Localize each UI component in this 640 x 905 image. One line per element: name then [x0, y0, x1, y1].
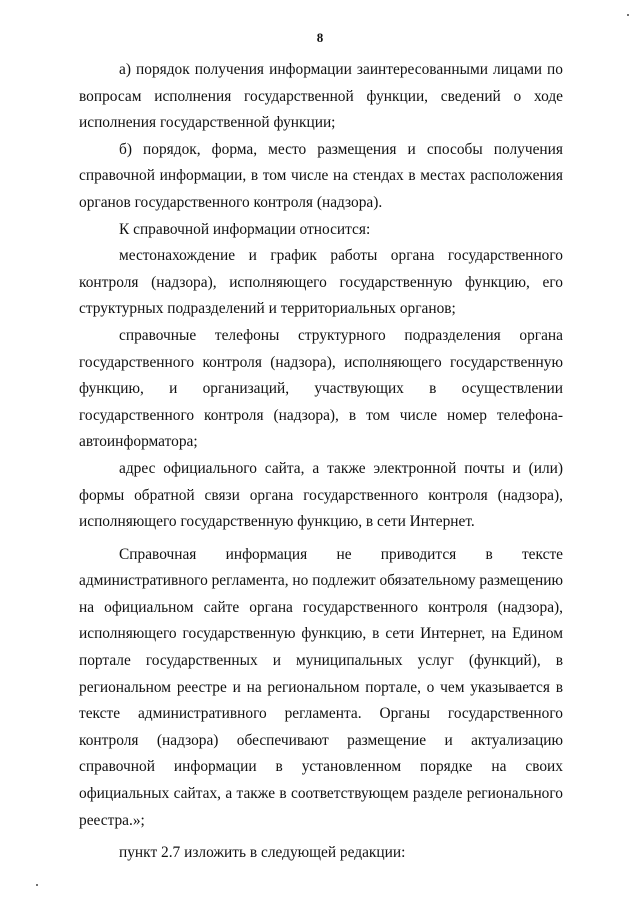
paragraph-reference-placement: Справочная информация не приводится в тексте административного регламента, но подлежит обязательному размещению на официальном сайте органа государственного контроля (надзора), исполняющего государственную функцию, в сети Интернет, на Едином портале государственных и муниципальных услуг (функций), в региональном реестре и на региональном портале, о чем указывается в тексте административного регламента. Органы государственного контроля (надзора) обеспечивают размещение и актуализацию справочной информации в установленном порядке на своих официальных сайтах, а также в соответствующем разделе регионального реестра.»;	[79, 545, 564, 829]
paragraph-clause-2-7: пункт 2.7 изложить в следующей редакции:	[119, 844, 406, 862]
paragraph-reference-intro: К справочной информации относится:	[119, 220, 371, 238]
page-number: 8	[316, 30, 324, 45]
paragraph-phone-numbers: справочные телефоны структурного подразделения органа государственного контроля (надзора), исполняющего государственную функцию, и организаций, участвующих в осуществлении государственного контроля (надзора), в том числе номер телефона-автоинформатора;	[79, 326, 563, 451]
paragraph-item-a: а) порядок получения информации заинтересованными лицами по вопросам исполнения государственной функции, сведений о ходе исполнения государственной функции;	[79, 61, 563, 132]
document-body	[79, 57, 563, 867]
scan-speck	[627, 14, 629, 16]
paragraph-item-b: б) порядок, форма, место размещения и способы получения справочной информации, в том числе на стендах в местах расположения органов государственного контроля (надзора).	[79, 140, 563, 211]
scan-speck	[36, 884, 38, 886]
paragraph-website-address: адрес официального сайта, а также электронной почты и (или) формы обратной связи органа государственного контроля (надзора), исполняющего государственную функцию, в сети Интернет.	[79, 459, 563, 531]
paragraph-location-schedule: местонахождение и график работы органа государственного контроля (надзора), исполняющего государственную функцию, его структурных подразделений и территориальных органов;	[79, 247, 563, 318]
